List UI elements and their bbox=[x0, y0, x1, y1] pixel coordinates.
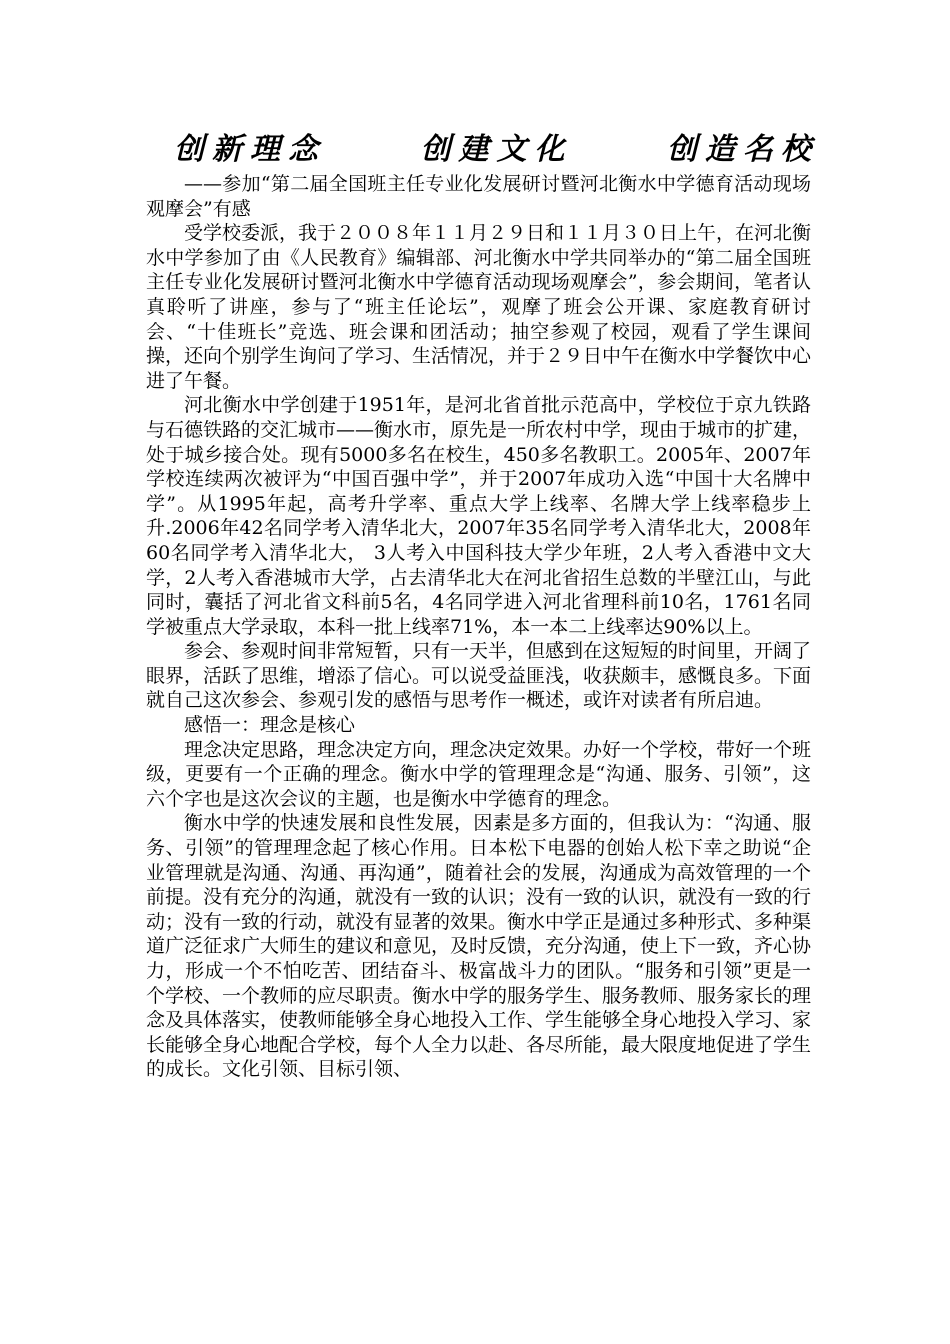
title-part-1: 创新理念 bbox=[174, 132, 326, 167]
paragraph-1: 受学校委派，我于２００８年１１月２９日和１１月３０日上午，在河北衡水中学参加了由《人民教育》编辑部、河北衡水中学共同举办的“第二届全国班主任专业化发展研讨暨河北衡水中学德育活动现场观摩会”，参会期间，笔者认真聆听了讲座，参与了“班主任论坛”，观摩了班会公开课、家庭教育研讨会、“十佳班长”竞选、班会课和团活动；抽空参观了校园，观看了学生课间操，还向个别学生询问了学习、生活情况，并于２９日中午在衡水中学餐饮中心进了午餐。 bbox=[146, 222, 812, 392]
paragraph-2: 河北衡水中学创建于1951年，是河北省首批示范高中，学校位于京九铁路与石德铁路的交汇城市——衡水市，原先是一所农村中学，现由于城市的扩建，处于城乡接合处。现有5000多名在校生，450多名教职工。2005年、2007年学校连续两次被评为“中国百强中学”，并于2007年成功入选“中国十大名牌中学”。从1995年起，高考升学率、重点大学上线率、名牌大学上线率稳步上升.2006年42名同学考入清华北大，2007年35名同学考入清华北大，2008年60名同学考入清华北大， 3人考入中国科技大学少年班，2人考入香港中文大学，2人考入香港城市大学，占去清华北大在河北省招生总数的半壁江山，与此同时，囊括了河北省文科前5名，4名同学进入河北省理科前10名，1761名同学被重点大学录取，本科一批上线率71%，本一本二上线率达90%以上。 bbox=[146, 394, 812, 638]
paragraph-4: 理念决定思路，理念决定方向，理念决定效果。办好一个学校，带好一个班级，更要有一个正确的理念。衡水中学的管理理念是“沟通、服务、引领”，这六个字也是这次会议的主题，也是衡水中学德育的理念。 bbox=[146, 738, 812, 810]
section-heading-1: 感悟一：理念是核心 bbox=[184, 714, 356, 737]
title-part-3: 创造名校 bbox=[666, 132, 819, 167]
document-subtitle: ——参加“第二届全国班主任专业化发展研讨暨河北衡水中学德育活动现场观摩会”有感 bbox=[146, 173, 811, 220]
title-part-2: 创建文化 bbox=[420, 132, 573, 167]
document-page bbox=[146, 128, 819, 1082]
document-body bbox=[146, 172, 811, 1082]
document-title bbox=[146, 128, 819, 172]
paragraph-5: 衡水中学的快速发展和良性发展，因素是多方面的，但我认为：“沟通、服务、引领”的管理理念起了核心作用。日本松下电器的创始人松下幸之助说“企业管理就是沟通、沟通、再沟通”，随着社会的发展，沟通成为高效管理的一个前提。没有充分的沟通，就没有一致的认识；没有一致的认识，就没有一致的行动；没有一致的行动，就没有显著的效果。衡水中学正是通过多种形式、多种渠道广泛征求广大师生的建议和意见，及时反馈，充分沟通，使上下一致，齐心协力，形成一个不怕吃苦、团结奋斗、极富战斗力的团队。“服务和引领”更是一个学校、一个教师的应尽职责。衡水中学的服务学生、服务教师、服务家长的理念及具体落实，使教师能够全身心地投入工作、学生能够全身心地投入学习、家长能够全身心地配合学校，每个人全力以赴、各尽所能，最大限度地促进了学生的成长。文化引领、目标引领、 bbox=[146, 812, 812, 1081]
paragraph-3: 参会、参观时间非常短暂，只有一天半，但感到在这短短的时间里，开阔了眼界，活跃了思维，增添了信心。可以说受益匪浅，收获颇丰，感慨良多。下面就自己这次参会、参观引发的感悟与思考作一概述，或许对读者有所启迪。 bbox=[146, 640, 812, 712]
